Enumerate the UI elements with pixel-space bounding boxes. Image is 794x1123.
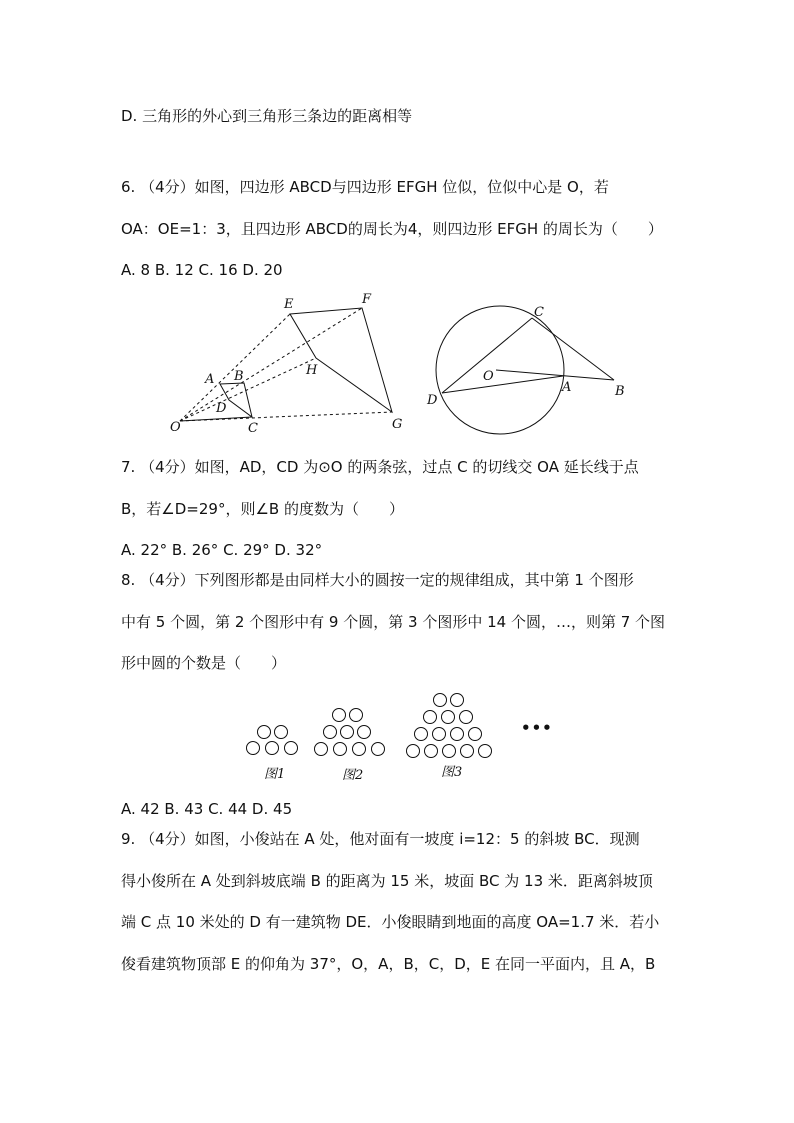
- figure-circle-tangent: [420, 295, 640, 444]
- label-c: C: [248, 421, 258, 436]
- label-h: H: [306, 363, 318, 378]
- question-8-options: A. 42 B. 43 C. 44 D. 45: [121, 800, 293, 818]
- caption-figure-2: 图2: [342, 768, 364, 783]
- label-f: F: [362, 292, 372, 307]
- ellipsis-dots: •••: [521, 719, 553, 737]
- question-7-options: A. 22° B. 26° C. 29° D. 32°: [121, 541, 323, 559]
- question-8-line-1: 8. （4分）下列图形都是由同样大小的圆按一定的规律组成，其中第 1 个图形: [121, 571, 634, 589]
- label-b: B: [615, 384, 625, 399]
- option-d-q5: D. 三角形的外心到三角形三条边的距离相等: [121, 107, 413, 125]
- caption-figure-1: 图1: [264, 767, 286, 782]
- label-b: B: [234, 369, 244, 384]
- caption-figure-3: 图3: [441, 765, 463, 780]
- question-7-line-1: 7. （4分）如图，AD，CD 为⊙O 的两条弦，过点 C 的切线交 OA 延长线于点: [121, 458, 639, 476]
- label-o: O: [483, 369, 494, 384]
- label-e: E: [284, 297, 294, 312]
- figure-circle-patterns: [240, 688, 560, 792]
- label-d: D: [427, 393, 438, 408]
- question-9-line-4: 俊看建筑物顶部 E 的仰角为 37°，O，A，B，C，D，E 在同一平面内，且 A，B: [121, 955, 656, 973]
- question-9-line-3: 端 C 点 10 米处的 D 有一建筑物 DE．小俊眼睛到地面的高度 OA=1.7 米．若小: [121, 913, 660, 931]
- question-9-line-2: 得小俊所在 A 处到斜坡底端 B 的距离为 15 米，坡面 BC 为 13 米．距离斜坡顶: [121, 872, 653, 890]
- question-9-line-1: 9. （4分）如图，小俊站在 A 处，他对面有一坡度 i=12：5 的斜坡 BC．现测: [121, 830, 640, 848]
- question-6-line-1: 6. （4分）如图，四边形 ABCD与四边形 EFGH 位似，位似中心是 O，若: [121, 178, 609, 196]
- question-6-options: A. 8 B. 12 C. 16 D. 20: [121, 261, 283, 279]
- question-8-line-2: 中有 5 个圆，第 2 个图形中有 9 个圆，第 3 个图形中 14 个圆，…，则第 7 个图: [121, 613, 666, 631]
- label-o: O: [170, 420, 181, 435]
- quadrilateral-efgh: [290, 308, 392, 412]
- figure-homothety: [160, 288, 420, 442]
- label-g: G: [392, 417, 403, 432]
- label-a: A: [205, 372, 215, 387]
- label-d: D: [216, 401, 227, 416]
- question-6-line-2: OA：OE=1：3，且四边形 ABCD的周长为4，则四边形 EFGH 的周长为（ ）: [121, 220, 663, 238]
- question-8-line-3: 形中圆的个数是（ ）: [121, 654, 287, 672]
- label-a: A: [562, 380, 572, 395]
- label-c: C: [534, 305, 544, 320]
- question-7-line-2: B，若∠D=29°，则∠B 的度数为（ ）: [121, 500, 404, 518]
